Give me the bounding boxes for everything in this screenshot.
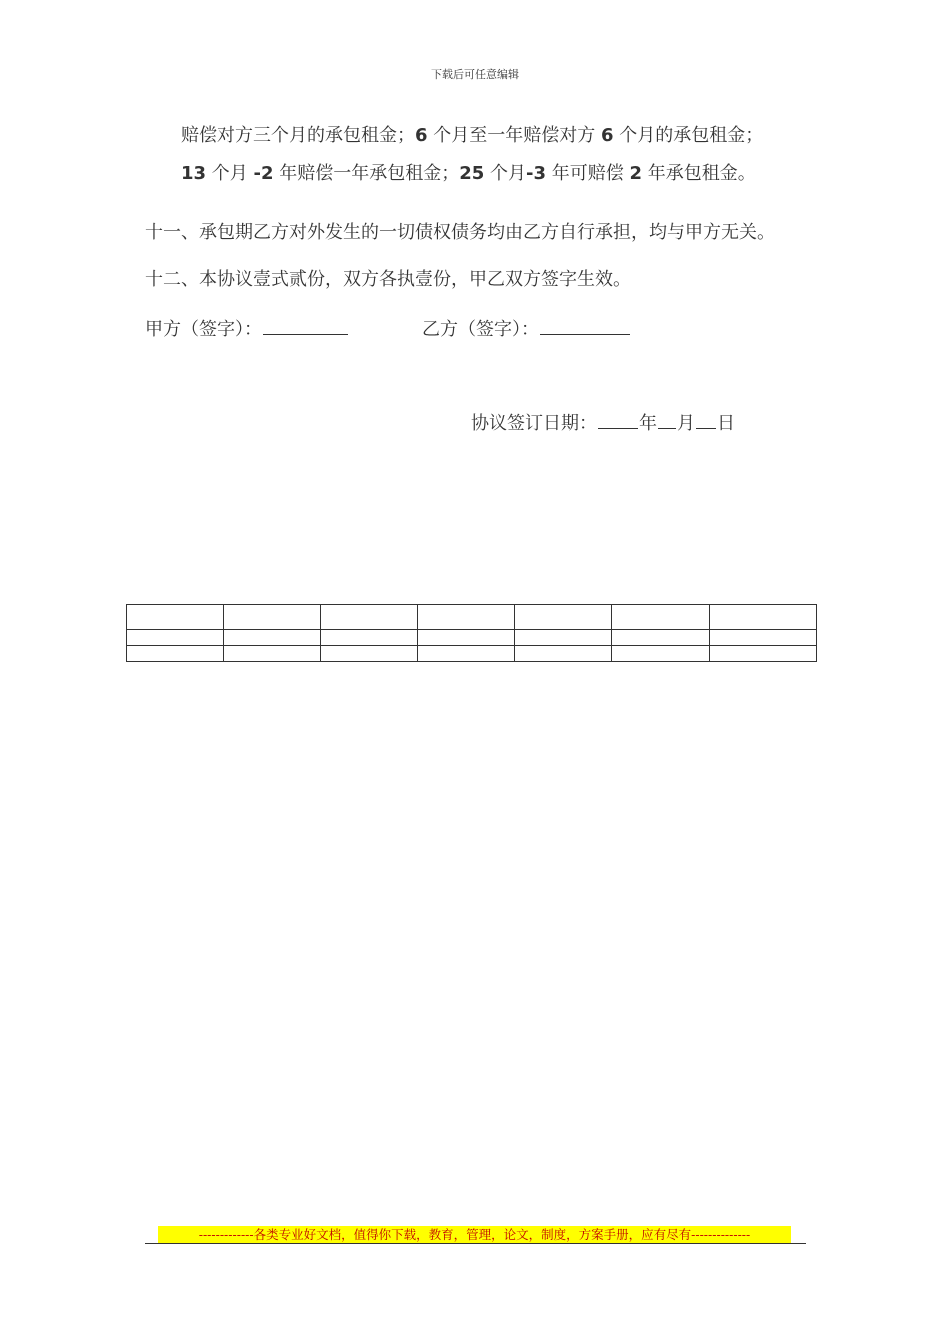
agreement-date <box>471 410 735 436</box>
table-cell <box>418 630 515 646</box>
text-segment: 25 <box>459 163 485 184</box>
table-cell <box>515 646 612 662</box>
text-segment: 年承包租金。 <box>642 163 756 184</box>
table-cell <box>418 646 515 662</box>
table-cell <box>612 646 710 662</box>
text-segment: 2 <box>629 163 643 184</box>
text-segment: 赔偿对方三个月的承包租金； <box>181 125 415 146</box>
footer-divider <box>145 1243 806 1244</box>
text-segment: 年可赔偿 <box>546 163 630 184</box>
table-cell <box>515 630 612 646</box>
day-blank[interactable] <box>696 410 716 429</box>
table-cell <box>710 630 817 646</box>
table-cell <box>224 630 321 646</box>
table-row <box>127 605 817 630</box>
text-segment: 个月 <box>206 163 254 184</box>
year-blank[interactable] <box>598 410 638 429</box>
party-a-label: 甲方（签字）： <box>145 319 262 340</box>
table-cell <box>418 605 515 630</box>
party-a-signature-blank[interactable] <box>263 316 348 335</box>
table-cell <box>710 605 817 630</box>
table-cell <box>127 646 224 662</box>
empty-table <box>126 604 817 662</box>
party-a-signature <box>145 316 349 342</box>
table-cell <box>321 646 418 662</box>
table-cell <box>612 630 710 646</box>
table-cell <box>710 646 817 662</box>
text-segment: 个月的承包租金； <box>613 125 764 146</box>
date-label: 协议签订日期： <box>471 413 597 434</box>
text-segment: 个月 <box>484 163 527 184</box>
table-row <box>127 630 817 646</box>
text-segment: 个月至一年赔偿对方 <box>427 125 601 146</box>
table-cell <box>224 646 321 662</box>
party-b-signature-blank[interactable] <box>540 316 630 335</box>
clause-12: 十二、本协议壹式贰份，双方各执壹份，甲乙双方签字生效。 <box>145 269 631 290</box>
day-label: 日 <box>717 413 735 434</box>
month-label: 月 <box>677 413 695 434</box>
text-segment: -2 <box>253 163 274 184</box>
footer-banner: -------------各类专业好文档，值得你下载，教育，管理，论文，制度，方案手册，应有尽有-------------- <box>158 1226 791 1243</box>
compensation-line-1 <box>181 124 763 148</box>
table-cell <box>127 605 224 630</box>
party-b-label: 乙方（签字）： <box>422 319 539 340</box>
text-segment: 13 <box>181 163 207 184</box>
party-b-signature <box>422 316 631 342</box>
compensation-line-2 <box>181 162 756 186</box>
year-label: 年 <box>639 413 657 434</box>
table-row <box>127 646 817 662</box>
text-segment: 6 <box>415 125 428 146</box>
page-header: 下载后可任意编辑 <box>431 68 519 81</box>
table-body <box>127 605 817 662</box>
month-blank[interactable] <box>658 410 676 429</box>
table-cell <box>224 605 321 630</box>
table-cell <box>127 630 224 646</box>
table-cell <box>515 605 612 630</box>
text-segment: 6 <box>600 125 614 146</box>
text-segment: 年赔偿一年承包租金； <box>273 163 460 184</box>
table-cell <box>321 630 418 646</box>
table-cell <box>612 605 710 630</box>
table-cell <box>321 605 418 630</box>
clause-11: 十一、承包期乙方对外发生的一切债权债务均由乙方自行承担，均与甲方无关。 <box>145 222 775 243</box>
text-segment: -3 <box>526 163 547 184</box>
